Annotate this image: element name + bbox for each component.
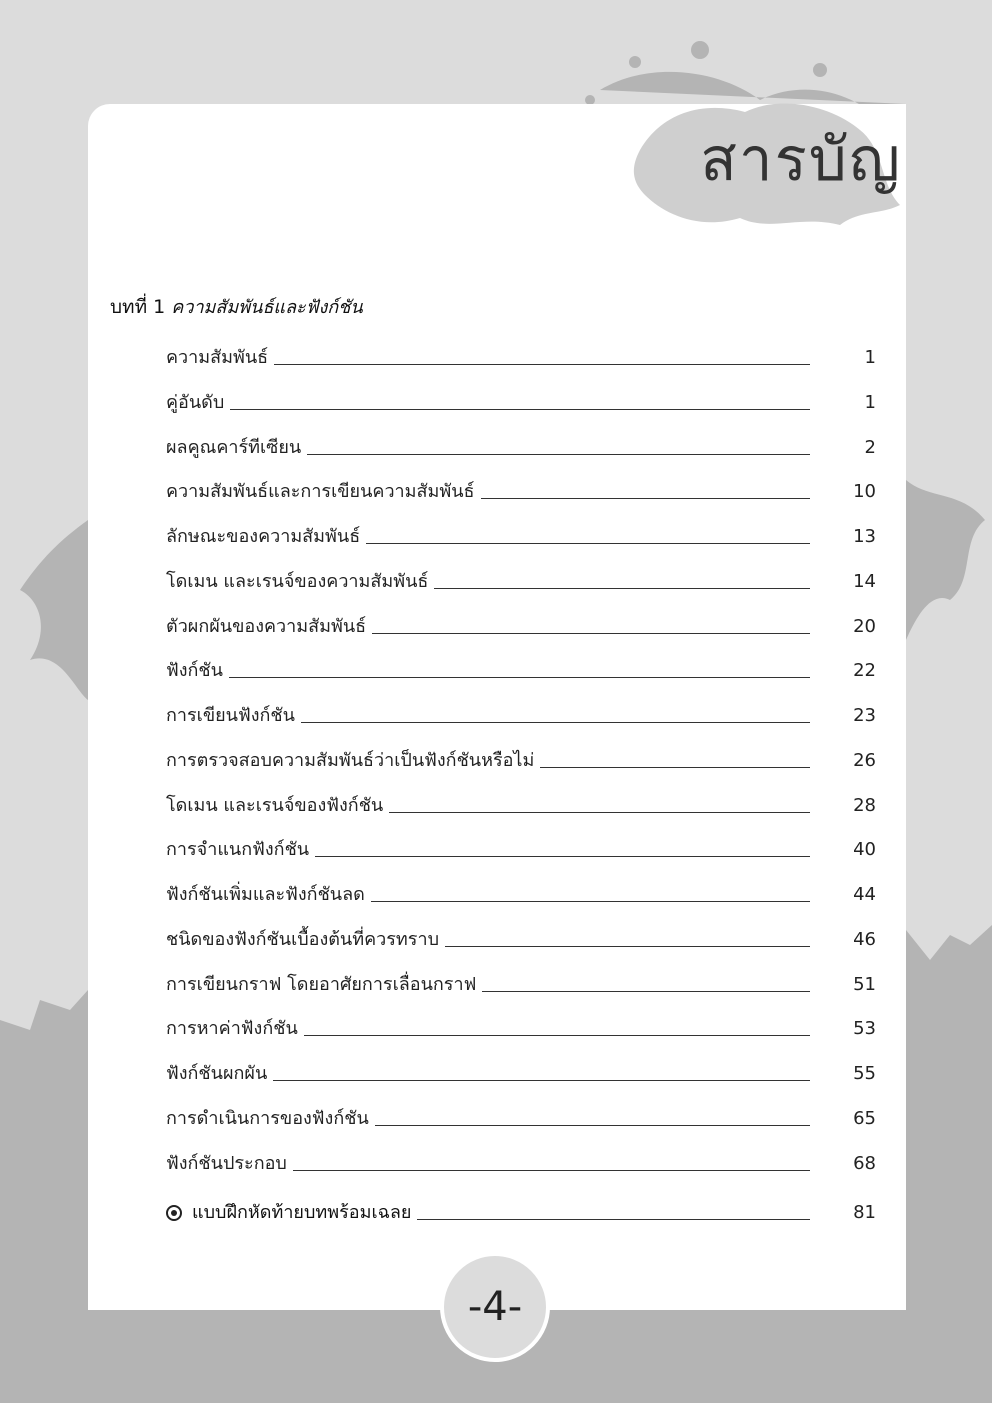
toc-page-number: 68 [853, 1153, 876, 1174]
exercise-label: แบบฝึกหัดท้ายบทพร้อมเฉลย [192, 1202, 412, 1223]
toc-page-number: 23 [853, 705, 876, 726]
toc-page-number: 13 [853, 526, 876, 547]
toc-leader-line [229, 677, 810, 678]
toc-label: การตรวจสอบความสัมพันธ์ว่าเป็นฟังก์ชันหรือไม่ [166, 750, 535, 771]
toc-entry[interactable] [166, 430, 876, 460]
toc-label: การจำแนกฟังก์ชัน [166, 839, 310, 860]
toc-leader-line [304, 1035, 810, 1036]
toc-page-number: 2 [864, 437, 876, 458]
toc-leader-line [540, 767, 810, 768]
toc-leader-line [371, 901, 810, 902]
toc-entry[interactable] [166, 877, 876, 907]
toc-entry-exercise[interactable] [166, 1195, 876, 1225]
toc-entry[interactable] [166, 788, 876, 818]
toc-label: โดเมน และเรนจ์ของความสัมพันธ์ [166, 571, 429, 592]
toc-label: ลักษณะของความสัมพันธ์ [166, 526, 361, 547]
toc-label: คู่อันดับ [166, 392, 225, 413]
toc-label: การหาค่าฟังก์ชัน [166, 1018, 298, 1039]
toc-entry[interactable] [166, 1011, 876, 1041]
toc-leader-line [372, 633, 810, 634]
toc-entry[interactable] [166, 1146, 876, 1176]
toc-leader-line [366, 543, 810, 544]
toc-leader-line [375, 1125, 810, 1126]
toc-label [166, 1201, 417, 1225]
toc-page-number: 14 [853, 571, 876, 592]
toc-page-number: 20 [853, 616, 876, 637]
toc-leader-line [389, 812, 810, 813]
page-title: สารบัญ [700, 125, 902, 195]
toc-page-number: 46 [853, 929, 876, 950]
toc-entry[interactable] [166, 564, 876, 594]
toc-entry[interactable] [166, 653, 876, 683]
toc-leader-line [482, 991, 810, 992]
toc-label: การเขียนฟังก์ชัน [166, 705, 295, 726]
toc-label: ตัวผกผันของความสัมพันธ์ [166, 616, 367, 637]
toc-label: ความสัมพันธ์และการเขียนความสัมพันธ์ [166, 481, 475, 502]
toc-leader-line [315, 856, 810, 857]
toc-entry[interactable] [166, 519, 876, 549]
toc-leader-line [274, 364, 810, 365]
toc-page-number: 55 [853, 1063, 876, 1084]
toc-page-number: 40 [853, 839, 876, 860]
toc-page-number: 65 [853, 1108, 876, 1129]
toc-leader-line [417, 1219, 810, 1220]
toc-page-number: 1 [864, 392, 876, 413]
toc-label: การดำเนินการของฟังก์ชัน [166, 1108, 369, 1129]
toc-leader-line [481, 498, 810, 499]
toc-leader-line [434, 588, 810, 589]
toc-page-number: 10 [853, 481, 876, 502]
toc-entry[interactable] [166, 922, 876, 952]
toc-label: โดเมน และเรนจ์ของฟังก์ชัน [166, 795, 384, 816]
toc-label: ฟังก์ชัน [166, 660, 223, 681]
chapter-prefix: บทที่ 1 [110, 296, 166, 318]
toc-page-number: 44 [853, 884, 876, 905]
toc-label: การเขียนกราฟ โดยอาศัยการเลื่อนกราฟ [166, 974, 477, 995]
toc-page-number: 81 [853, 1202, 876, 1223]
toc-page-number: 1 [864, 347, 876, 368]
toc-leader-line [273, 1080, 810, 1081]
toc-page-number: 26 [853, 750, 876, 771]
page-number-badge: -4- [440, 1252, 550, 1362]
toc-entry[interactable] [166, 609, 876, 639]
toc-entry[interactable] [166, 340, 876, 370]
circle-bullet-icon [166, 1205, 182, 1221]
toc-leader-line [293, 1170, 810, 1171]
toc-entry[interactable] [166, 832, 876, 862]
toc-label: ผลคูณคาร์ทีเซียน [166, 437, 302, 458]
toc-leader-line [301, 722, 810, 723]
toc-label: ฟังก์ชันผกผัน [166, 1063, 268, 1084]
toc-entry[interactable] [166, 1056, 876, 1086]
toc-page-number: 28 [853, 795, 876, 816]
toc-entry[interactable] [166, 967, 876, 997]
toc-entry[interactable] [166, 474, 876, 504]
toc-entry[interactable] [166, 1101, 876, 1131]
toc-label: ความสัมพันธ์ [166, 347, 269, 368]
toc-leader-line [445, 946, 810, 947]
toc-entry[interactable] [166, 698, 876, 728]
toc-leader-line [230, 409, 810, 410]
toc-label: ฟังก์ชันประกอบ [166, 1153, 287, 1174]
toc-leader-line [307, 454, 810, 455]
toc-page-number: 22 [853, 660, 876, 681]
chapter-title: ความสัมพันธ์และฟังก์ชัน [171, 297, 363, 318]
chapter-heading [110, 292, 363, 322]
toc-page-number: 53 [853, 1018, 876, 1039]
toc-entry[interactable] [166, 743, 876, 773]
toc-entry[interactable] [166, 385, 876, 415]
toc-label: ฟังก์ชันเพิ่มและฟังก์ชันลด [166, 884, 365, 905]
toc-label: ชนิดของฟังก์ชันเบื้องต้นที่ควรทราบ [166, 929, 439, 950]
toc-page-number: 51 [853, 974, 876, 995]
